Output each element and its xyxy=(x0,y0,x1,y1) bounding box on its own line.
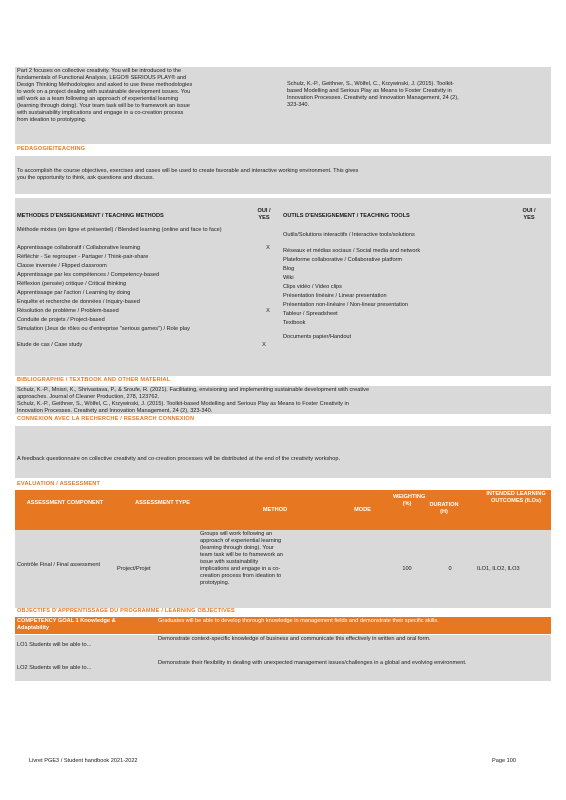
assessment-component: Contrôle Final / Final assessment xyxy=(17,562,101,568)
method-mark xyxy=(257,281,271,290)
lo2-text: Demonstrate their flexibility in dealing with unexpected management issues/challenges in a global and evolving environment. xyxy=(158,660,467,666)
method-mark xyxy=(257,254,271,263)
assessment-method xyxy=(200,531,345,587)
method-label: Enquête et recherche de données / Inquiry-based xyxy=(17,299,140,305)
method-mark xyxy=(257,227,271,245)
mode-header: MODE xyxy=(354,507,371,513)
method-mark: X xyxy=(266,308,270,314)
description-line: Part 2 focuses on collective creativity. You will be introduced to the xyxy=(17,68,182,74)
pedagogie-line: To accomplish the course objectives, exercises and cases will be used to create favorable and interactive working environment. This gives xyxy=(17,168,359,174)
reference-line: based Modelling and Serious Play as Means to Foster Creativity in xyxy=(287,87,452,94)
tool-label: Documents papier/Handout xyxy=(283,334,352,340)
tool-row xyxy=(283,302,543,311)
tool-label: Tableur / Spreadsheet xyxy=(283,311,338,317)
method-label: Simulation (Jeux de rôles ou d'entreprise "serious games") / Role play xyxy=(17,326,190,332)
tool-row xyxy=(283,293,543,302)
method-line: Groups will work following an xyxy=(200,531,273,537)
tool-row xyxy=(283,334,543,343)
tool-label: Clips vidéo / Video clips xyxy=(283,284,342,290)
tool-label: Wiki xyxy=(283,275,294,281)
tool-row xyxy=(283,320,543,334)
method-row xyxy=(17,290,277,299)
tool-row xyxy=(283,257,543,266)
tool-mark xyxy=(523,266,537,275)
tool-row xyxy=(283,232,543,248)
lo2-label: LO2 Students will be able to... xyxy=(17,665,92,671)
tool-label: Réseaux et médias sociaux / Social media and network xyxy=(283,248,421,254)
method-mark xyxy=(257,299,271,308)
tool-mark xyxy=(523,284,537,293)
method-label: Apprentissage par les compétences / Competency-based xyxy=(17,272,160,278)
method-label: Réfléchir - Se regrouper - Partager / Think-pair-share xyxy=(17,254,149,260)
competency-goal-row xyxy=(15,617,551,634)
tool-label: Textbook xyxy=(283,320,306,326)
bibliography-block xyxy=(15,386,551,414)
competency-goal-description: Graduates will be able to develop thorough knowledge in management fields and demonstrate their specific skills. xyxy=(158,618,439,624)
teaching-tools-header: OUTILS D'ENSEIGNEMENT / TEACHING TOOLS xyxy=(283,213,410,219)
lo1-label: LO1 Students will be able to... xyxy=(17,642,92,648)
method-row xyxy=(17,263,277,272)
research-connexion-block xyxy=(15,426,551,478)
evaluation-row xyxy=(15,530,551,608)
research-connexion-text: A feedback questionnaire on collective creativity and co-creation processes will be distributed at the end of the creativity workshop. xyxy=(17,456,341,462)
teaching-tools-list xyxy=(283,232,543,343)
reference-line: Schulz, K.-P., Geithner, S., Wölfel, C., Krzywinski, J. (2015). Toolkit- xyxy=(287,81,455,87)
method-mark xyxy=(257,272,271,281)
assessment-type: Project/Projet xyxy=(117,566,151,572)
method-line: prototyping. xyxy=(200,579,230,586)
method-label: Conduite de projets / Project-based xyxy=(17,317,105,323)
duration-header: DURATION (H) xyxy=(429,502,459,515)
type-header: ASSESSMENT TYPE xyxy=(135,500,190,506)
method-row xyxy=(17,308,277,317)
tool-label: Présentation non-linéaire / Non-linear presentation xyxy=(283,302,409,308)
method-line: issue with sustainability xyxy=(200,558,259,565)
method-mark: X xyxy=(262,342,266,348)
tool-label: Plateforme collaborative / Collaborative platform xyxy=(283,257,403,263)
tool-mark xyxy=(523,302,537,311)
tool-mark xyxy=(523,248,537,257)
method-mark: X xyxy=(266,245,270,251)
description-line: to work on a project dealing with sustainable development issues. You xyxy=(17,88,191,95)
method-label: Classe inversée / Flipped classroom xyxy=(17,263,107,269)
tool-mark xyxy=(523,320,537,334)
evaluation-heading: EVALUATION / ASSESSMENT xyxy=(17,481,101,487)
method-row xyxy=(17,317,277,326)
tool-label: Présentation linéaire / Linear presentation xyxy=(283,293,387,299)
reference-line: Innovation Processes. Creativity and Innovation Management, 24 (2), xyxy=(287,94,459,101)
course-description-block xyxy=(15,67,551,144)
tool-row xyxy=(283,311,543,320)
method-row xyxy=(17,342,277,351)
method-row xyxy=(17,326,277,342)
footer-page-number: Page 100 xyxy=(492,758,516,764)
method-row xyxy=(17,281,277,290)
bibliography-line: approaches. Journal of Cleaner Production, 278, 123762. xyxy=(17,393,160,400)
method-label: Réflexion (pensée) critique / Critical thinking xyxy=(17,281,127,287)
method-label: Etude de cas / Case study xyxy=(17,342,83,348)
method-line: (learning through doing). Your xyxy=(200,544,274,551)
method-line: creation process from ideation to xyxy=(200,572,282,579)
lo1-text: Demonstrate context-specific knowledge of business and communicate this effectively in written and oral form. xyxy=(158,636,431,642)
description-line: (learning through doing). Your team task will be to framework an issue xyxy=(17,102,190,109)
description-line: fundamentals of Functional Analysis, LEGO® SERIOUS PLAY® and xyxy=(17,74,187,81)
course-description-text xyxy=(17,68,287,124)
description-line: Design Thinking Methodologies and asked to use these methodologies xyxy=(17,81,193,88)
ilo-header: INTENDED LEARNING OUTCOMES (ILOs) xyxy=(486,491,546,504)
methods-yes-header: OUI / YES xyxy=(257,208,271,221)
method-row xyxy=(17,245,277,254)
method-mark xyxy=(257,290,271,299)
research-connexion-heading: CONNEXION AVEC LA RECHERCHE / RESEARCH CONNEXION xyxy=(17,416,195,422)
bibliography-line: Schulz, K.-P., Mnisri, K., Shrivastava, P., & Sroufe, R. (2021). Facilitating, envisioning and implementing sustainable development with creative xyxy=(17,387,370,393)
tool-label: Outils/Solutions interactifs / Interactive tools/solutions xyxy=(283,232,415,238)
tool-row xyxy=(283,284,543,293)
pedagogie-block xyxy=(15,156,551,194)
method-label: Méthode mixtes (en ligne et présentiel) / Blended learning (online and face to face) xyxy=(17,227,222,233)
method-mark xyxy=(257,326,271,342)
tool-mark xyxy=(523,311,537,320)
method-line: approach of experiential learning xyxy=(200,537,282,544)
learning-objectives-heading: OBJECTIFS D'APPRENTISSAGE DU PROGRAMME / LEARNING OBJECTIVES xyxy=(17,608,235,614)
description-line: from ideation to prototyping. xyxy=(17,116,87,123)
weighting-header: WEIGHTING (%) xyxy=(393,494,426,507)
tool-mark xyxy=(523,257,537,266)
tool-mark xyxy=(523,232,537,248)
evaluation-header-row xyxy=(15,490,551,530)
assessment-weighting: 100 xyxy=(402,566,412,572)
method-mark xyxy=(257,263,271,272)
tools-yes-header: OUI / YES xyxy=(522,208,536,221)
tool-row xyxy=(283,248,543,257)
footer-handbook-label: Livret PGE3 / Student handbook 2021-2022 xyxy=(29,758,138,764)
tool-row xyxy=(283,266,543,275)
competency-goal-label: COMPETENCY GOAL 1 Knowledge & Adaptability xyxy=(17,618,116,631)
description-line: will work as a team following an approach of experiential learning xyxy=(17,95,179,102)
method-label: Apprentissage par l'action / Learning by doing xyxy=(17,290,131,296)
method-mark xyxy=(257,317,271,326)
method-line: team task will be to framework an xyxy=(200,551,284,558)
tool-mark xyxy=(523,275,537,284)
reference-line: 323-340. xyxy=(287,101,310,108)
method-row xyxy=(17,227,277,245)
pedagogie-line: you the opportunity to think, ask questions and discuss. xyxy=(17,174,155,181)
pedagogie-heading: PEDAGOGIE/TEACHING xyxy=(17,146,86,152)
tool-label: Blog xyxy=(283,266,295,272)
bibliography-heading: BIBLIOGRAPHIE / TEXTBOOK AND OTHER MATERIAL xyxy=(17,377,171,383)
assessment-duration: 0 xyxy=(448,566,452,572)
method-row xyxy=(17,272,277,281)
tool-row xyxy=(283,275,543,284)
method-label: Apprentissage collaboratif / Collaborative learning xyxy=(17,245,141,251)
reference-text xyxy=(287,81,549,109)
tool-mark xyxy=(523,293,537,302)
learning-objectives-block xyxy=(15,635,551,681)
method-label: Résolution de problème / Problem-based xyxy=(17,308,119,314)
component-header: ASSESSMENT COMPONENT xyxy=(26,500,104,506)
bibliography-line: Schulz, K.-P., Geithner, S., Wölfel, C., Krzywinski, J. (2015). Toolkit-based Modelling and Serious Play as Means to Foster Creativity in xyxy=(17,400,349,407)
teaching-methods-list xyxy=(17,227,277,351)
teaching-methods-header: METHODES D'ENSEIGNEMENT / TEACHING METHODS xyxy=(17,213,164,219)
method-row xyxy=(17,254,277,263)
assessment-ilos: ILO1, ILO2, ILO3 xyxy=(477,566,520,572)
method-header: METHOD xyxy=(262,507,288,513)
bibliography-line: Innovation Processes. Creativity and Innovation Management, 24 (2), 323-340. xyxy=(17,407,213,414)
description-line: with sustainability implications and engage in a co-creation process xyxy=(17,109,184,116)
tool-mark xyxy=(523,334,537,343)
method-row xyxy=(17,299,277,308)
method-line: implications and engage in a co- xyxy=(200,565,281,572)
